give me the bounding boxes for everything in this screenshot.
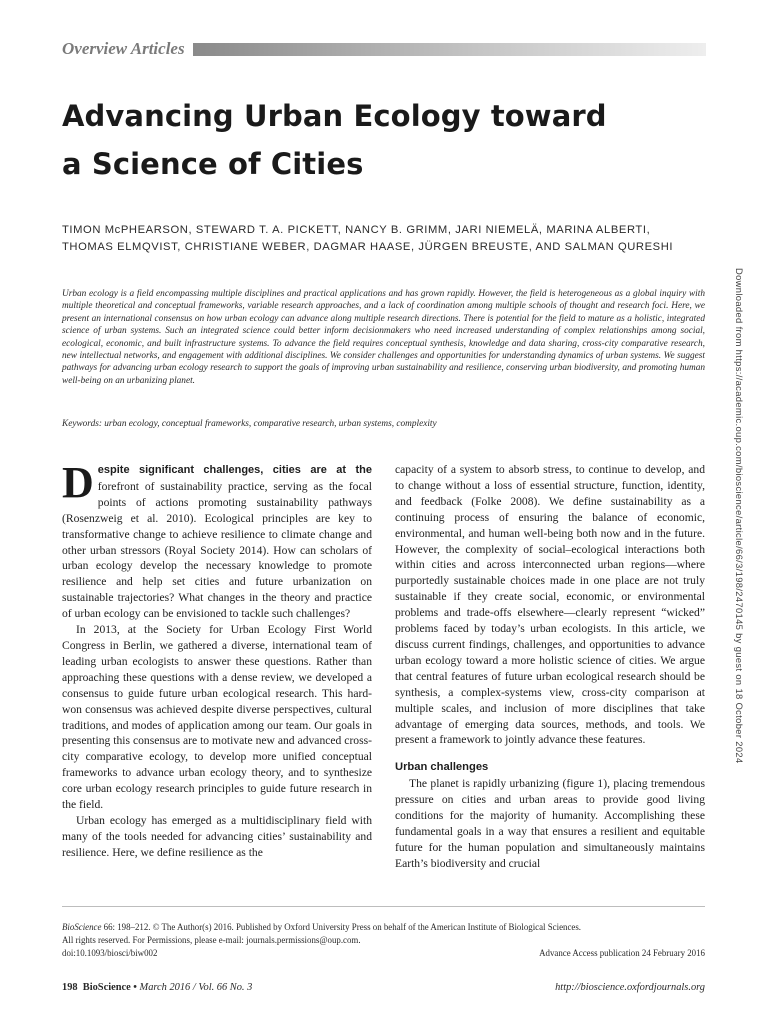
journal-url[interactable]: http://bioscience.oxfordjournals.org <box>555 982 705 993</box>
authors-line-1: TIMON McPHEARSON, STEWARD T. A. PICKETT, NANCY B. GRIMM, JARI NIEMELÄ, MARINA ALBERTI, <box>62 224 651 236</box>
body-paragraph: capacity of a system to absorb stress, to continue to develop, and to change without a loss of essential structure, function, identity, and feedback (Folke 2008). We define sustainability as a continuing process of ensuring the balance of economic, environmental, and human well-being both now and in the future. However, the complexity of social–ecological interactions both within cities and across interconnected urban regions—where purportedly sustainable choices made in one place are not truly sustainable if they create social, economic, or environmental problems and trade-offs elsewhere—clearly represent “wicked” problems faced by today’s urban ecologists. In this article, we discuss current findings, challenges, and opportunities to advance urban ecology toward a more holistic science of cities. We argue that central features of future urban ecological research should be synthesis, a complex-systems view, cross-city comparison at multiple scales, and inclusion of more disciplines that take advantage of emerging data sources, methods, and tools. We present a framework to jointly advance these features. <box>395 463 705 747</box>
abstract: Urban ecology is a field encompassing multiple disciplines and practical applications and has grown rapidly. However, the field is heterogeneous as a global inquiry with multiple theoretical and conceptual frameworks, variable research approaches, and a lack of coordination among multiple schools of thought and research foci. Here, we present an international consensus on how urban ecology can advance along multiple research directions. There is potential for the field to mature as a holistic, integrated science of urban systems. Such an integrated science could better inform decisionmakers who need increased understanding of complex relationships among social, ecological, economic, and built infrastructure systems. To advance the field requires conceptual synthesis, knowledge and data sharing, cross-city comparative research, new intellectual networks, and engagement with additional disciplines. We consider challenges and opportunities for understanding dynamics of urban systems. We suggest pathways for advancing urban ecology research to support the goals of improving urban sustainability and resilience, conserving urban biodiversity, and promoting human well-being on an urbanizing planet. <box>62 289 705 386</box>
footnote-line-3 <box>62 947 705 960</box>
body-paragraph: Urban ecology has emerged as a multidisciplinary field with many of the tools needed for advancing cities’ sustainability and resilience. Here, we define resilience as the <box>62 813 372 859</box>
title-line-2: a Science of Cities <box>62 147 364 181</box>
drop-cap: D <box>62 458 94 507</box>
section-header <box>62 38 706 60</box>
body-paragraph: In 2013, at the Society for Urban Ecology First World Congress in Berlin, we gathered a diverse, international team of leading urban ecologists to answer these questions. Rather than approaching these questions with a dense review, we developed a consensus to guide future urban ecological research. This hard-won consensus was achieved despite diverse perspectives, cultural traditions, and modes of application among our team. Our goals in presenting this consensus are to motivate new and advanced cross-city comparative ecology, to develop more unified conceptual frameworks to advance urban ecology theory, and to synthesize core urban ecology research principles to guide future research in the field. <box>62 623 372 812</box>
page-footer <box>62 982 705 993</box>
article-title <box>62 92 702 188</box>
section-gradient-bar <box>193 43 706 56</box>
paragraph-text: forefront of sustainability practice, serving as the focal points of actions promoting sustainability pathways (Rosenzweig et al. 2010). Ecological principles are key to transformative change to achieve resilience to climate change and other urban stressors (Royal Society 2014). How can scholars of urban ecology develop the necessary knowledge to promote resilience and help set cities and future urbanization on sustainable trajectories? What changes in the theory and practice of urban ecology can be envisioned to tackle such challenges? <box>62 479 372 621</box>
lead-in: espite significant challenges, cities are at the <box>97 464 372 476</box>
advance-access-date: Advance Access publication 24 February 2016 <box>539 948 705 958</box>
footer-left <box>62 982 252 993</box>
section-subheading: Urban challenges <box>395 761 489 774</box>
body-column-left <box>62 458 372 861</box>
footnote-divider <box>62 906 705 907</box>
footnote-line-1: BioScience 66: 198–212. © The Author(s) 2016. Published by Oxford University Press on behalf of the American Institute of Biological Sciences. <box>62 922 582 932</box>
body-paragraph <box>62 458 372 622</box>
page-number: 198 <box>62 982 78 993</box>
issue-info: March 2016 / Vol. 66 No. 3 <box>139 982 253 993</box>
footer-journal: BioScience <box>82 982 131 993</box>
download-watermark: Downloaded from https://academic.oup.com/bioscience/article/66/3/198/2470145 by guest on 18 October 2024 <box>734 268 745 764</box>
journal-name: BioScience <box>62 922 102 932</box>
author-list <box>62 222 712 256</box>
body-column-right <box>395 462 705 872</box>
section-label: Overview Articles <box>62 39 185 58</box>
footnote-line-2: All rights reserved. For Permissions, please e-mail: journals.permissions@oup.com. <box>62 935 361 945</box>
keywords: Keywords: urban ecology, conceptual frameworks, comparative research, urban systems, complexity <box>62 419 437 429</box>
copyright-footnote <box>62 921 705 960</box>
doi: doi:10.1093/biosci/biw002 <box>62 948 158 958</box>
footer-separator: • <box>130 982 140 993</box>
authors-line-2: THOMAS ELMQVIST, CHRISTIANE WEBER, DAGMAR HAASE, JÜRGEN BREUSTE, AND SALMAN QURESHI <box>62 241 674 253</box>
title-line-1: Advancing Urban Ecology toward <box>62 99 607 133</box>
body-paragraph: The planet is rapidly urbanizing (figure 1), placing tremendous pressure on cities and urban areas to provide good living conditions for the majority of humanity. Accomplishing these fundamental goals in a way that ensures a resilient and equitable future for the human population and simultaneously maintains Earth’s biodiversity and crucial <box>395 777 705 870</box>
